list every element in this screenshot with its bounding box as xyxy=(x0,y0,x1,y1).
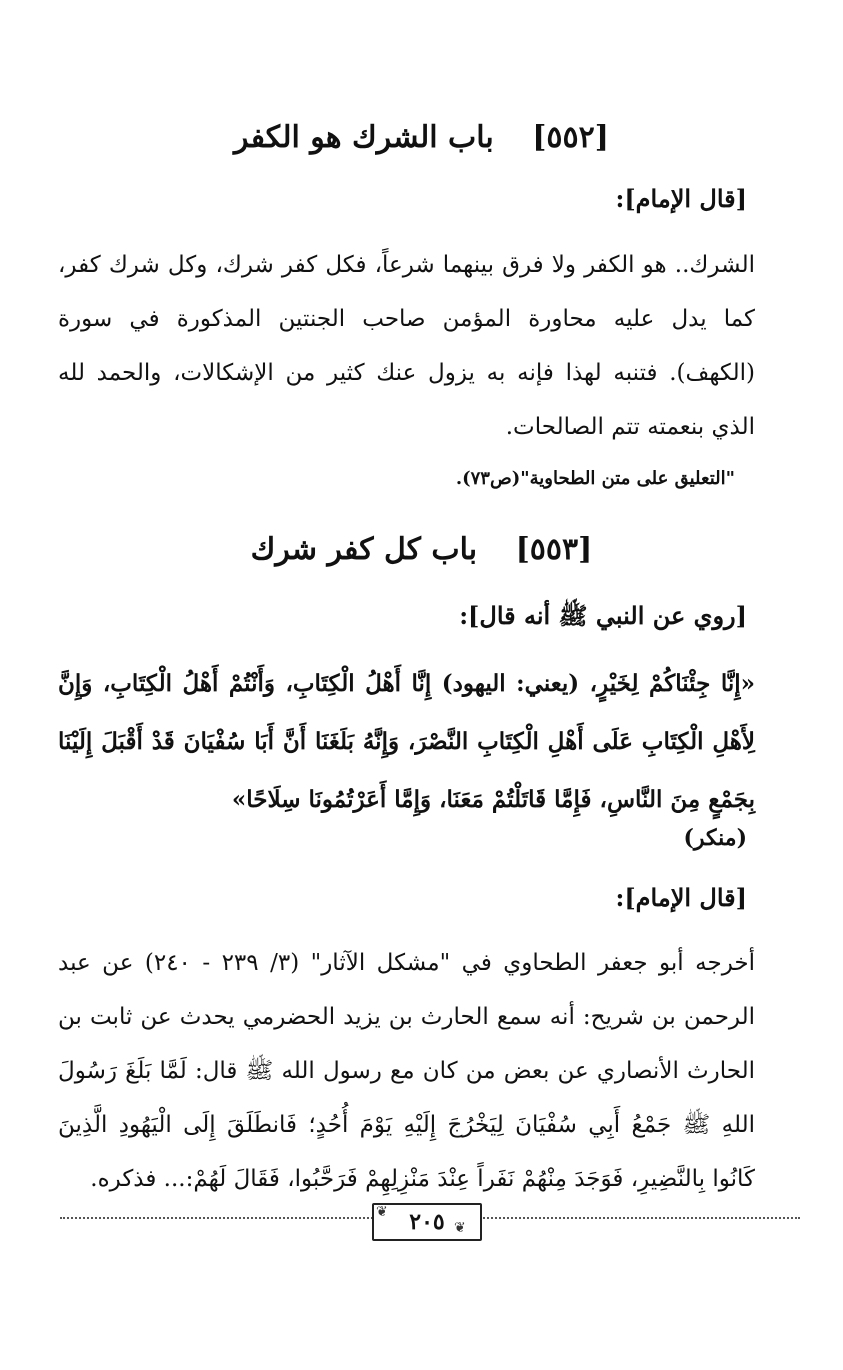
section-553-number: [٥٥٣] xyxy=(515,532,593,567)
section-553-title: باب كل كفر شرك xyxy=(250,532,478,567)
hadith-text xyxy=(58,655,755,829)
ornament-icon: ❦ xyxy=(454,1220,466,1236)
section-553-heading xyxy=(0,530,843,570)
hadith-text-body: «إِنَّا جِئْنَاكُمْ لِخَيْرٍ، (يعني: اليهود) إِنَّا أَهْلُ الْكِتَابِ، وَأَنْتُمْ أَهْلُ الْكِتَابِ، وَإِنَّ لِأَهْلِ الْكِتَابِ عَلَى أَهْلِ الْكِتَابِ النَّصْرَ، وَإِنَّهُ بَلَغَنَا أَنَّ أَبَا سُفْيَانَ قَدْ أَقْبَلَ إِلَيْنَا بِجَمْعٍ مِنَ النَّاسِ، فَإِمَّا قَاتَلْتُمْ مَعَنَا، وَإِمَّا أَعَرْتُمُونَا سِلَاحًا» xyxy=(58,670,755,813)
section-553-intro: [روي عن النبي ﷺ أنه قال]: xyxy=(459,601,747,630)
section-553-paragraph-text: أخرجه أبو جعفر الطحاوي في "مشكل الآثار" (٣/ ٢٣٩ - ٢٤٠) عن عبد الرحمن بن شريح: أنه سمع الحارث بن يزيد الحضرمي يحدث عن ثابت بن الحارث الأنصاري عن بعض من كان مع رسول الله ﷺ قال: لَمَّا بَلَغَ رَسُولَ اللهِ ﷺ جَمْعُ أَبِي سُفْيَانَ لِيَخْرُجَ إِلَيْهِ يَوْمَ أُحُدٍ؛ فَانطَلَقَ إِلَى الْيَهُودِ الَّذِينَ كَانُوا بِالنَّضِيرِ، فَوَجَدَ مِنْهُمْ نَفَراً عِنْدَ مَنْزِلِهِمْ فَرَحَّبُوا، فَقَالَ لَهُمْ:... فذكره. xyxy=(58,950,755,1192)
ornament-icon: ❦ xyxy=(376,1204,388,1220)
section-553-paragraph xyxy=(58,936,755,1206)
section-553-speaker: [قال الإمام]: xyxy=(615,883,747,912)
hadith-grade: (منكر) xyxy=(683,825,747,851)
section-552-heading xyxy=(0,118,843,158)
section-552-paragraph-text: الشرك.. هو الكفر ولا فرق بينهما شرعاً، فكل كفر شرك، وكل شرك كفر، كما يدل عليه محاورة المؤمن صاحب الجنتين المذكورة في سورة (الكهف). فتنبه لهذا فإنه به يزول عنك كثير من الإشكالات، والحمد لله الذي بنعمته تتم الصالحات. xyxy=(58,252,755,440)
section-552-speaker: [قال الإمام]: xyxy=(615,184,747,213)
section-552-citation: "التعليق على متن الطحاوية"(ص٧٣). xyxy=(455,468,735,489)
page-number: ٢٠٥ xyxy=(409,1209,445,1235)
section-552-paragraph xyxy=(58,238,755,454)
section-552-number: [٥٥٢] xyxy=(532,120,609,155)
section-552-title: باب الشرك هو الكفر xyxy=(234,120,494,155)
